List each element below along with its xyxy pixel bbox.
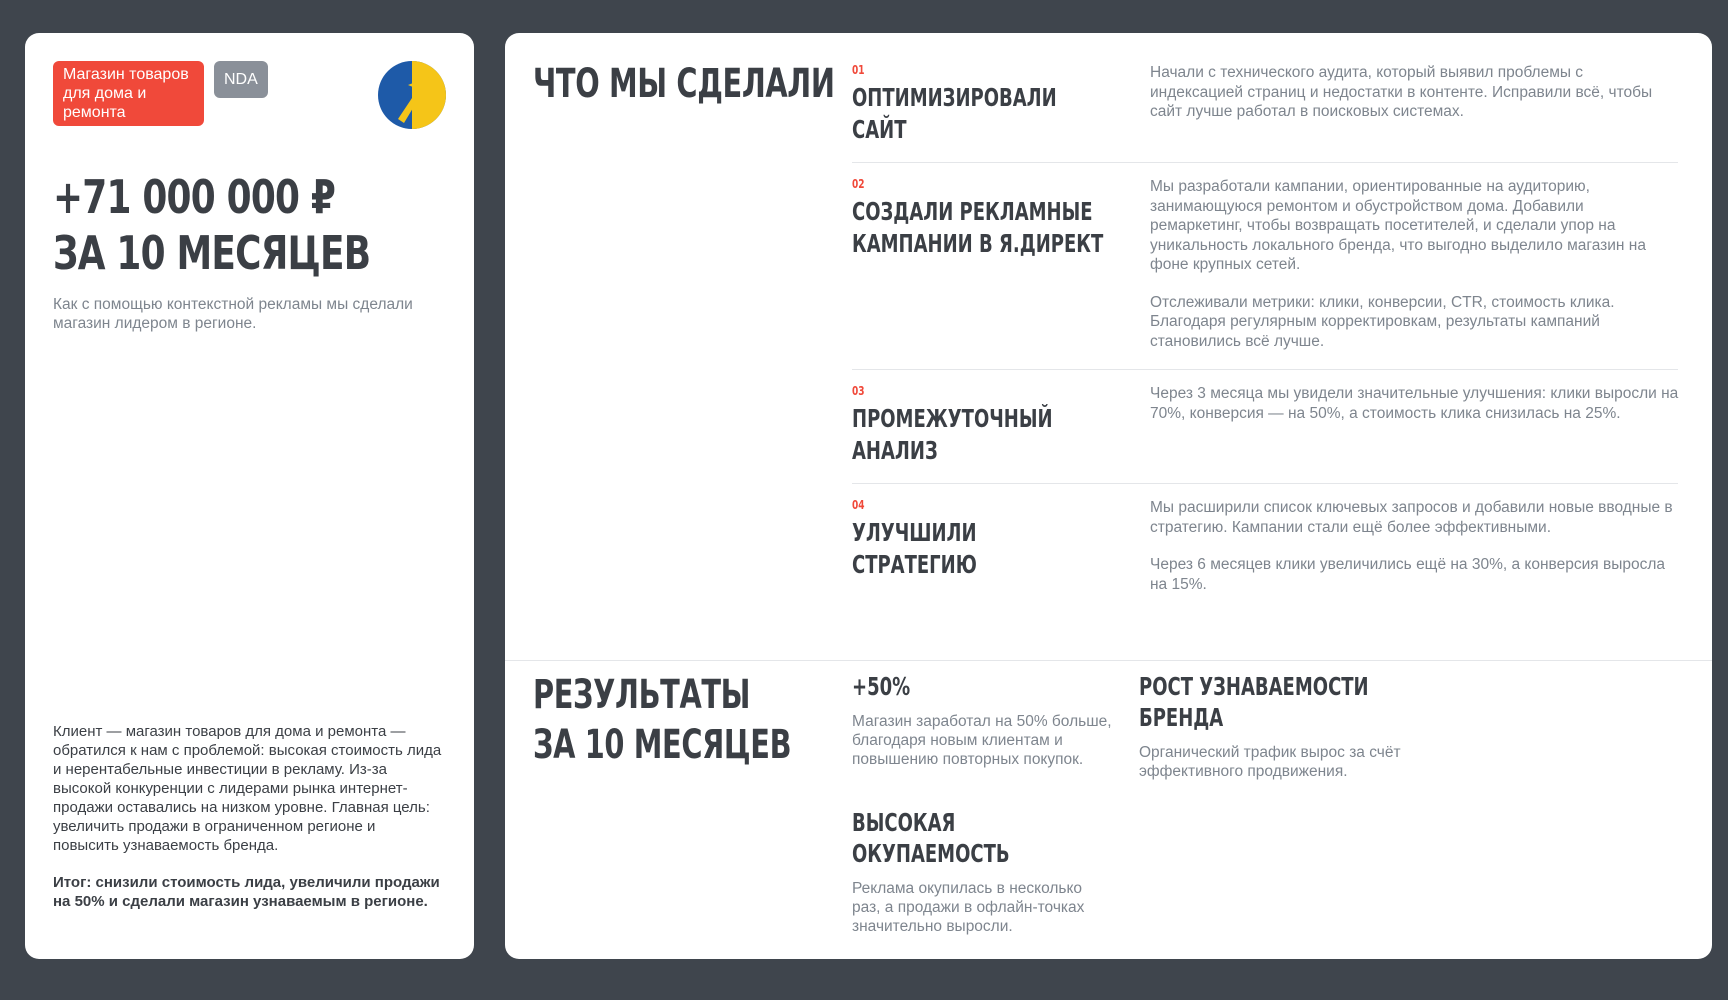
step-title [852,403,1053,467]
step-number: 01 [852,63,865,77]
result-title [1139,671,1369,733]
divider [852,162,1678,163]
company-logo [378,61,446,129]
result-item [1139,671,1419,781]
result-title [852,807,1032,869]
result-text: Магазин заработал на 50% больше, благодаря новым клиентам и повышению повторных покупок. [852,713,1112,768]
step-number: 04 [852,498,865,512]
summary-text: Итог: снизили стоимость лида, увеличили продажи на 50% и сделали магазин узнаваемым в регионе. [53,874,440,910]
step-number: 02 [852,177,865,191]
result-item [852,671,1112,769]
step-title [852,517,977,581]
result-title-line: ВЫСОКАЯ [852,808,956,837]
step-item [852,498,1678,618]
result-text: Реклама окупилась в несколько раз, а продажи в офлайн-точках значительно выросли. [852,880,1085,935]
section-title-done: ЧТО МЫ СДЕЛАЛИ [533,61,835,107]
nda-tag: NDA [214,61,268,98]
result-title-line: РОСТ УЗНАВАЕМОСТИ [1139,672,1369,701]
step-paragraph: Мы расширили список ключевых запросов и добавили новые вводные в стратегию. Кампании стали ещё более эффективными. [1150,499,1673,536]
step-paragraph: Через 3 месяца мы увидели значительные улучшения: клики выросли на 70%, конверсия — на 50%, а стоимость клика снизилась на 25%. [1150,385,1679,422]
step-title [852,82,1057,146]
result-title-line: ОКУПАЕМОСТЬ [852,839,1010,868]
headline-period: ЗА 10 МЕСЯЦЕВ [53,226,371,280]
step-text [1150,384,1680,441]
step-number: 03 [852,384,865,398]
divider [852,369,1678,370]
step-text [1150,63,1680,140]
step-paragraph: Отслеживали метрики: клики, конверсии, CTR, стоимость клика. Благодаря регулярным корректировкам, результаты кампаний становились всё лучше. [1150,293,1615,350]
case-summary-card [25,33,474,959]
step-title-line: ОПТИМИЗИРОВАЛИ [852,83,1057,112]
results-title-line: РЕЗУЛЬТАТЫ [533,672,751,718]
result-title: +50% [852,672,911,701]
step-title-line: АНАЛИЗ [852,436,938,465]
step-title-line: СТРАТЕГИЮ [852,550,977,579]
step-title-line: САЙТ [852,115,907,144]
divider [852,483,1678,484]
description-text: Клиент — магазин товаров для дома и ремонта — обратился к нам с проблемой: высокая стоимость лида и нерентабельные инвестиции в рекламу. Из-за высокой конкуренции с лидерами рынка интернет-продажи оставались на низком уровне. Главная цель: увеличить продажи в ограниченном регионе и повысить узнаваемость бренда. [53,723,442,854]
step-item [852,63,1678,163]
step-title [852,196,1103,260]
step-paragraph: Начали с технического аудита, который выявил проблемы с индексацией страниц и недостатки в контенте. Исправили всё, чтобы сайт лучше работал в поисковых системах. [1150,64,1653,120]
case-description [53,722,443,929]
headline-amount: +71 000 000 ₽ [53,170,336,224]
result-headline [53,169,459,281]
step-paragraph: Через 6 месяцев клики увеличились ещё на 30%, а конверсия выросла на 15%. [1150,556,1665,593]
results-title-line: ЗА 10 МЕСЯЦЕВ [533,722,792,768]
section-title-results [533,670,791,770]
step-item [852,177,1678,367]
result-title-line: БРЕНДА [1139,703,1224,732]
step-title-line: КАМПАНИИ В Я.ДИРЕКТ [852,229,1104,258]
case-subtitle: Как с помощью контекстной рекламы мы сделали магазин лидером в регионе. [53,296,413,332]
category-tag: Магазин товаров для дома и ремонта [53,61,204,126]
result-text: Органический трафик вырос за счёт эффективного продвижения. [1139,744,1401,780]
step-title-line: ПРОМЕЖУТОЧНЫЙ [852,404,1053,433]
step-item [852,384,1678,484]
case-details-card [505,33,1712,959]
step-text [1150,498,1680,612]
step-title-line: СОЗДАЛИ РЕКЛАМНЫЕ [852,197,1093,226]
section-divider [505,660,1712,661]
step-title-line: УЛУЧШИЛИ [852,518,977,547]
step-paragraph: Мы разработали кампании, ориентированные на аудиторию, занимающуюся ремонтом и обустройством дома. Добавили ремаркетинг, чтобы возвращать посетителей, и сделали упор на уникальность локального бренда, что выгодно выделило магазин на фоне крупных сетей. [1150,178,1646,273]
result-item [852,807,1102,936]
step-text [1150,177,1680,369]
